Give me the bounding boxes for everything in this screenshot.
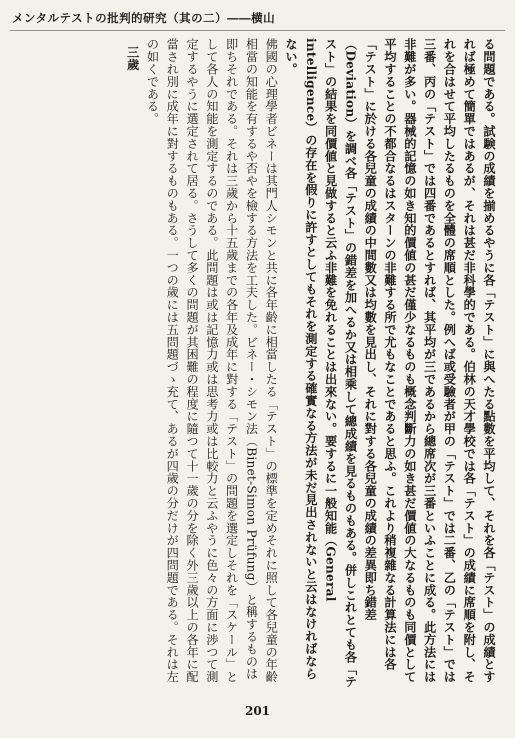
paragraph-binet-simon: 佛國の心理學者ビネーは其門人シモンと共に各年齡に相當したる「テスト」の標準を定めそれに照して各兒童の年齡相當の知能を有するや否やを檢する方法を工夫した。ビネー・シモン法（Binet-Simon Prüfung）と稱するものは即ちそれである。それは三歲から十五歲までの各年及成年に對する「テスト」の問題を選定しそれを「スケール」として各人の知能を測定するのである。此問題は或は記憶力或は思考力或は比較力と云ふやうに色々の方面に渉つて測定するやうに選定されて居る。さうして多くの問題が其困難の程度に隨つて十一歲の分を除く外三歲以上の各年に配當され別に成年に對するものもある。一つの歲には五問題づゝ充て、あるが四歲の分だけが四問題である。それは左の如くである。 bbox=[145, 38, 279, 683]
section-heading-age-three: 三歲 bbox=[125, 46, 140, 71]
header-rule bbox=[10, 30, 505, 31]
paragraph-critique: る問題である。試験の成績を揃めるやうに各「テスト」に與へたる點數を平均して、それを各「テスト」の成績とすれば極めて簡單ではあるが、それは甚だ非科學的である。伯林の天才學校では各「テスト」の成績に席順を附し、それを合はせて平均したるものを全體の席順とした。例へば或受驗者が甲の「テスト」では二番、乙の「テスト」では三番、丙の「テスト」では四番であるとすれば、其平均が三であるから總席次が三番といふことに成る。此方法には非難が多い。器械的記憶の如き知的價値の甚だ僅少なるものも概念判斷力の如き甚だ價値の大なるものも同價として平均することの不都合なるはスターンの非難する所で尤もなことであると思ふ。これより稍複雜なる計算法には各「テスト」に於ける各兒童の成績の中間數又は均數を見出し、それに對する各兒童の成績の差異即ち錯差（Deviation）を調べ各「テスト」の錯差を加へるか又は相乘して總成績を見るものもある。併しこれとても各「テスト」の結果を同價値と見做すると云ふ非難を免れることは出來ない。要するに一般知能（General intelligence）の存在を假りに許すとしてもそれを測定する確實なる方法が未だ見出されないと云はなければならない。 bbox=[284, 38, 496, 688]
running-header bbox=[12, 6, 502, 30]
vertical-text-body bbox=[28, 38, 498, 688]
page-footer bbox=[0, 704, 515, 722]
running-title: メンタルテストの批判的研究（其の二）――横山 bbox=[12, 11, 276, 25]
page-number: 201 bbox=[244, 704, 271, 718]
